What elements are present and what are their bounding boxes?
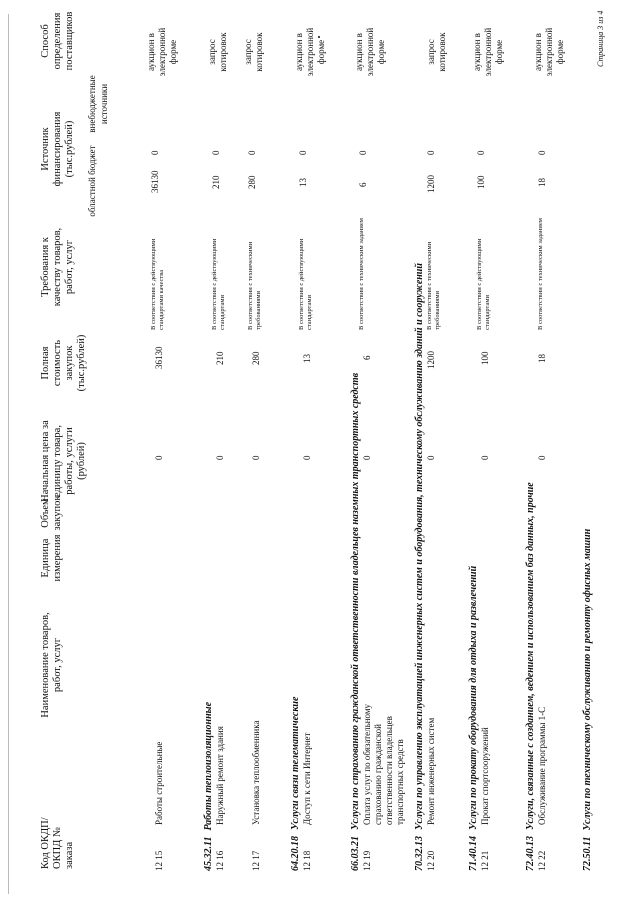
row-name: Работы строительные [154, 741, 164, 825]
row-requirements: В соответствии с действующими стандартами [298, 238, 313, 330]
header-method: Способ определения поставщиков [40, 11, 75, 71]
row-requirements: В соответствии с техническим заданием [537, 218, 544, 330]
header-price: Начальная цена за единицу товара, работы, услуги (рублей) [40, 420, 87, 502]
section-title: Услуги по техническому обслуживанию и ремонту офисных машин [582, 528, 593, 831]
row-total: 6 [362, 355, 372, 360]
row-num: 12 16 [215, 850, 225, 871]
row-total: 13 [302, 354, 312, 363]
row-method: аукцион в электронной форме [533, 27, 565, 77]
row-price: 0 [537, 455, 547, 460]
header-volume: Объем закупок [40, 495, 63, 531]
row-regional: 1200 [426, 175, 436, 193]
page-number: Страница 3 из 4 [596, 10, 605, 67]
row-price: 0 [480, 455, 490, 460]
row-name: Установка теплообменника [251, 720, 261, 825]
row-total: 1200 [426, 351, 436, 369]
row-method: запрос котировок [243, 32, 264, 72]
row-price: 0 [215, 455, 225, 460]
row-method: аукцион в электронной форме [354, 27, 386, 77]
row-requirements: В соответствии с техническими требованиями [426, 241, 441, 330]
row-regional: 210 [211, 175, 221, 189]
row-total: 18 [537, 354, 547, 363]
row-num: 12 15 [154, 850, 164, 871]
row-num: 12 20 [426, 850, 436, 871]
section-title: Работы теплоизоляционные [203, 701, 214, 831]
row-requirements: В соответствии с действующими стандартами [211, 238, 226, 330]
row-num: 12 19 [362, 850, 372, 871]
row-extra: 0 [476, 150, 486, 155]
row-name: Прокат спортсооружений [480, 727, 490, 825]
row-regional: 6 [358, 182, 368, 187]
row-extra: 0 [426, 150, 436, 155]
row-extra: 0 [298, 150, 308, 155]
row-requirements: В соответствии с действующими стандартами качества [150, 238, 165, 330]
section-code: 70.32.13 [414, 836, 425, 871]
row-extra: 0 [211, 150, 221, 155]
row-num: 12 21 [480, 850, 490, 871]
section-code: 71.40.14 [468, 836, 479, 871]
section-code: 45.32.11 [203, 836, 214, 871]
section-code: 66.03.21 [350, 836, 361, 871]
header-source-regional: областной бюджет [87, 145, 97, 217]
section-code: 72.50.11 [582, 836, 593, 871]
row-method: аукцион в электронной форме [146, 27, 178, 77]
section-header [582, 529, 594, 871]
section-header [350, 373, 362, 871]
section-header [414, 263, 426, 871]
row-name: Ремонт инженерных систем [426, 717, 436, 825]
row-name: Обслуживание программы 1-С [537, 706, 547, 825]
section-header [203, 702, 215, 871]
row-method: аукцион в электронной форме [472, 27, 504, 77]
header-requirements: Требования к качеству товаров, работ, услуг [40, 227, 75, 307]
header-code: Код ОКДП/ ОКПД № заказа [40, 817, 75, 869]
row-num: 12 17 [251, 850, 261, 871]
section-code: 64.20.18 [290, 836, 301, 871]
row-requirements: В соответствии с действующими стандартами [476, 238, 491, 330]
section-header [525, 482, 537, 871]
row-regional: 280 [247, 175, 257, 189]
row-price: 0 [251, 455, 261, 460]
row-total: 210 [215, 351, 225, 365]
row-requirements: В соответствии с техническими требованиями [247, 241, 262, 330]
section-header [290, 697, 302, 871]
section-title: Услуги, связанные с созданием, ведением и использованием баз данных, прочие [525, 482, 536, 830]
section-title: Услуги по управлению эксплуатацией инженерных систем и оборудования, техническому обслуживанию зданий и сооружений [414, 263, 425, 830]
section-title: Услуги по страхованию гражданской ответственности владельцев наземных транспортных средств [350, 372, 361, 830]
row-total: 100 [480, 351, 490, 365]
row-price: 0 [302, 455, 312, 460]
row-method: запрос котировок [207, 32, 228, 72]
header-unit: Единица измерения [40, 534, 63, 582]
row-name: Оплата услуг по обязательному страхованию гражданской ответственности владельцев транспортных средств [362, 703, 405, 825]
row-method: аукцион в электронной форме [294, 27, 326, 77]
row-regional: 100 [476, 175, 486, 189]
section-title: Услуги связи телематические [290, 696, 301, 830]
row-name: Наружный ремонт здания [215, 726, 225, 825]
row-extra: 0 [247, 150, 257, 155]
section-header [468, 566, 480, 871]
row-extra: 0 [150, 150, 160, 155]
row-requirements: В соответствии с техническим заданием [358, 218, 365, 330]
row-total: 36130 [154, 346, 164, 369]
header-source: Источник финансирования (тыс.рублей) [40, 111, 75, 187]
row-price: 0 [426, 455, 436, 460]
section-code: 72.40.13 [525, 836, 536, 871]
header-name: Наименование товаров, работ, услуг [40, 612, 63, 718]
row-total: 280 [251, 351, 261, 365]
row-price: 0 [362, 455, 372, 460]
row-regional: 18 [537, 178, 547, 187]
row-extra: 0 [358, 150, 368, 155]
row-num: 12 18 [302, 850, 312, 871]
header-total: Полная стоимость закупок (тыс.рублей) [40, 334, 87, 392]
row-extra: 0 [537, 150, 547, 155]
row-num: 12 22 [537, 850, 547, 871]
row-method: запрос котировок [426, 32, 447, 72]
row-price: 0 [154, 455, 164, 460]
section-title: Услуги по прокату оборудования для отдыха и развлечений [468, 565, 479, 830]
row-regional: 13 [298, 178, 308, 187]
header-source-extra: внебюджетные источники [87, 75, 109, 133]
row-regional: 36130 [150, 170, 160, 193]
row-name: Доступ к сети Интернет [302, 732, 312, 825]
